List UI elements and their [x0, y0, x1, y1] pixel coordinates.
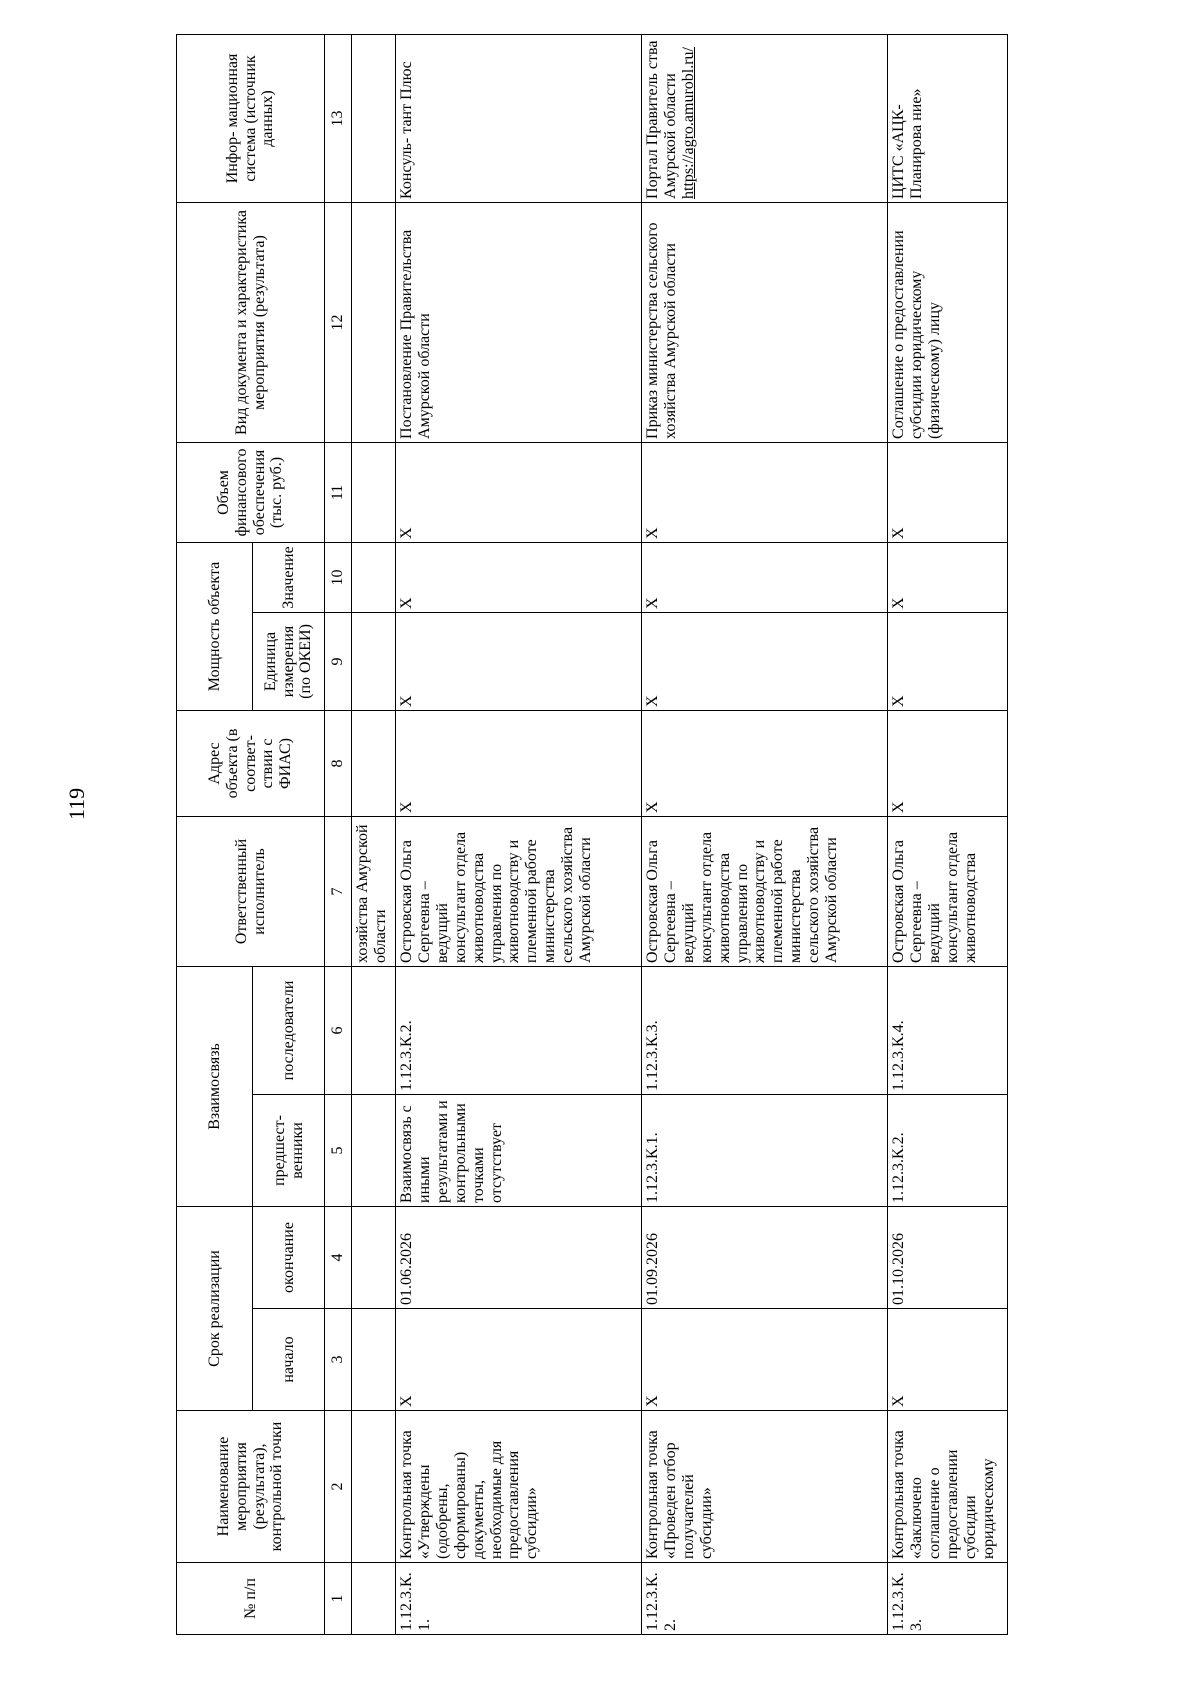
- column-numbers-row: [325, 34, 352, 1634]
- column-number: 13: [325, 34, 352, 202]
- row-value: X: [396, 542, 642, 612]
- column-number: 10: [325, 542, 352, 612]
- header-document: Вид документа и характеристика мероприятия (результата): [177, 202, 325, 442]
- header-number: № п/п: [177, 1563, 325, 1635]
- row-end: 01.06.2026: [396, 1206, 642, 1308]
- header-start: начало: [253, 1309, 325, 1411]
- row-responsible: Островская Ольга Сергеевна – ведущий консультант отдела животноводства управления по животноводству и племенной работе министерства сельского хозяйства Амурской области: [642, 816, 888, 966]
- column-number: 8: [325, 710, 352, 816]
- header-responsible: Ответственный исполнитель: [177, 816, 325, 966]
- row-predecessors: 1.12.3.К.2.: [888, 1094, 1008, 1206]
- row-document: Постановление Правительства Амурской области: [396, 202, 642, 442]
- row-predecessors: Взаимосвязь с иными результатами и контрольными точками отсутствует: [396, 1094, 642, 1206]
- table-row: [888, 34, 1008, 1634]
- header-value: Значение: [253, 542, 325, 612]
- row-start: X: [888, 1309, 1008, 1411]
- row-end: 01.10.2026: [888, 1206, 1008, 1308]
- header-finance: Объем финансового обеспечения (тыс. руб.): [177, 442, 325, 542]
- row-document: Приказ министерства сельского хозяйства Амурской области: [642, 202, 888, 442]
- header-name: Наименование мероприятия (результата), контрольной точки: [177, 1411, 325, 1563]
- header-links: Взаимосвязь: [177, 966, 253, 1206]
- row-info-system: [888, 34, 1008, 202]
- column-number: 12: [325, 202, 352, 442]
- continuation-row: [352, 34, 396, 1634]
- row-info-system: [642, 34, 888, 202]
- row-successors: 1.12.3.К.2.: [396, 966, 642, 1094]
- row-address: X: [642, 710, 888, 816]
- row-start: X: [642, 1309, 888, 1411]
- row-id: 1.12.3.К. 1.: [396, 1563, 642, 1635]
- row-address: X: [396, 710, 642, 816]
- column-number: 2: [325, 1411, 352, 1563]
- row-value: X: [888, 542, 1008, 612]
- header-unit: Единица измерения (по ОКЕИ): [253, 612, 325, 710]
- table-row: [396, 34, 642, 1634]
- row-unit: X: [888, 612, 1008, 710]
- page-number: 119: [64, 787, 89, 820]
- rotated-table-wrapper: [176, 35, 1036, 1635]
- row-finance: X: [396, 442, 642, 542]
- table-row: [642, 34, 888, 1634]
- column-number: 9: [325, 612, 352, 710]
- row-id: 1.12.3.К. 3.: [888, 1563, 1008, 1635]
- row-name: Контрольная точка «Проведен отбор получателей субсидии»: [642, 1411, 888, 1563]
- row-end: 01.09.2026: [642, 1206, 888, 1308]
- column-number: 3: [325, 1309, 352, 1411]
- row-info-text: Консуль- тант Плюс: [398, 61, 415, 199]
- row-info-system: [396, 34, 642, 202]
- header-period: Срок реализации: [177, 1206, 253, 1410]
- header-end: окончание: [253, 1206, 325, 1308]
- header-address: Адрес объекта (в соответ- ствии с ФИАС): [177, 710, 325, 816]
- row-responsible: Островская Ольга Сергеевна – ведущий консультант отдела животноводства: [888, 816, 1008, 966]
- agro-portal-link[interactable]: https://agro.amurobl.ru/: [679, 46, 697, 199]
- row-document: Соглашение о предоставлении субсидии юридическому (физическому) лицу: [888, 202, 1008, 442]
- row-unit: X: [396, 612, 642, 710]
- column-number: 11: [325, 442, 352, 542]
- row-finance: X: [642, 442, 888, 542]
- row-info-text: Портал Правитель ства Амурской области: [644, 40, 679, 199]
- header-successors: последователи: [253, 966, 325, 1094]
- row-id: 1.12.3.К. 2.: [642, 1563, 888, 1635]
- row-responsible: Островская Ольга Сергеевна – ведущий консультант отдела животноводства управления по животноводству и племенной работе министерства сельского хозяйства Амурской области: [396, 816, 642, 966]
- continuation-cell: хозяйства Амурской области: [352, 816, 396, 966]
- row-finance: X: [888, 442, 1008, 542]
- header-predecessors: предшест- венники: [253, 1094, 325, 1206]
- row-successors: 1.12.3.К.3.: [642, 966, 888, 1094]
- header-info-system: Инфор- мационная система (источник данных): [177, 34, 325, 202]
- plan-table: [176, 34, 1008, 1635]
- row-successors: 1.12.3.К.4.: [888, 966, 1008, 1094]
- row-info-text: ЦИТС «АЦК-Планирова ние»: [890, 88, 925, 199]
- row-value: X: [642, 542, 888, 612]
- row-unit: X: [642, 612, 888, 710]
- row-address: X: [888, 710, 1008, 816]
- column-number: 6: [325, 966, 352, 1094]
- row-name: Контрольная точка «Утверждены (одобрены, сформированы) документы, необходимые для предоставления субсидии»: [396, 1411, 642, 1563]
- row-start: X: [396, 1309, 642, 1411]
- column-number: 5: [325, 1094, 352, 1206]
- row-predecessors: 1.12.3.К.1.: [642, 1094, 888, 1206]
- column-number: 4: [325, 1206, 352, 1308]
- column-number: 1: [325, 1563, 352, 1635]
- header-power: Мощность объекта: [177, 542, 253, 710]
- column-number: 7: [325, 816, 352, 966]
- row-name: Контрольная точка «Заключено соглашение о предоставлении субсидии юридическому: [888, 1411, 1008, 1563]
